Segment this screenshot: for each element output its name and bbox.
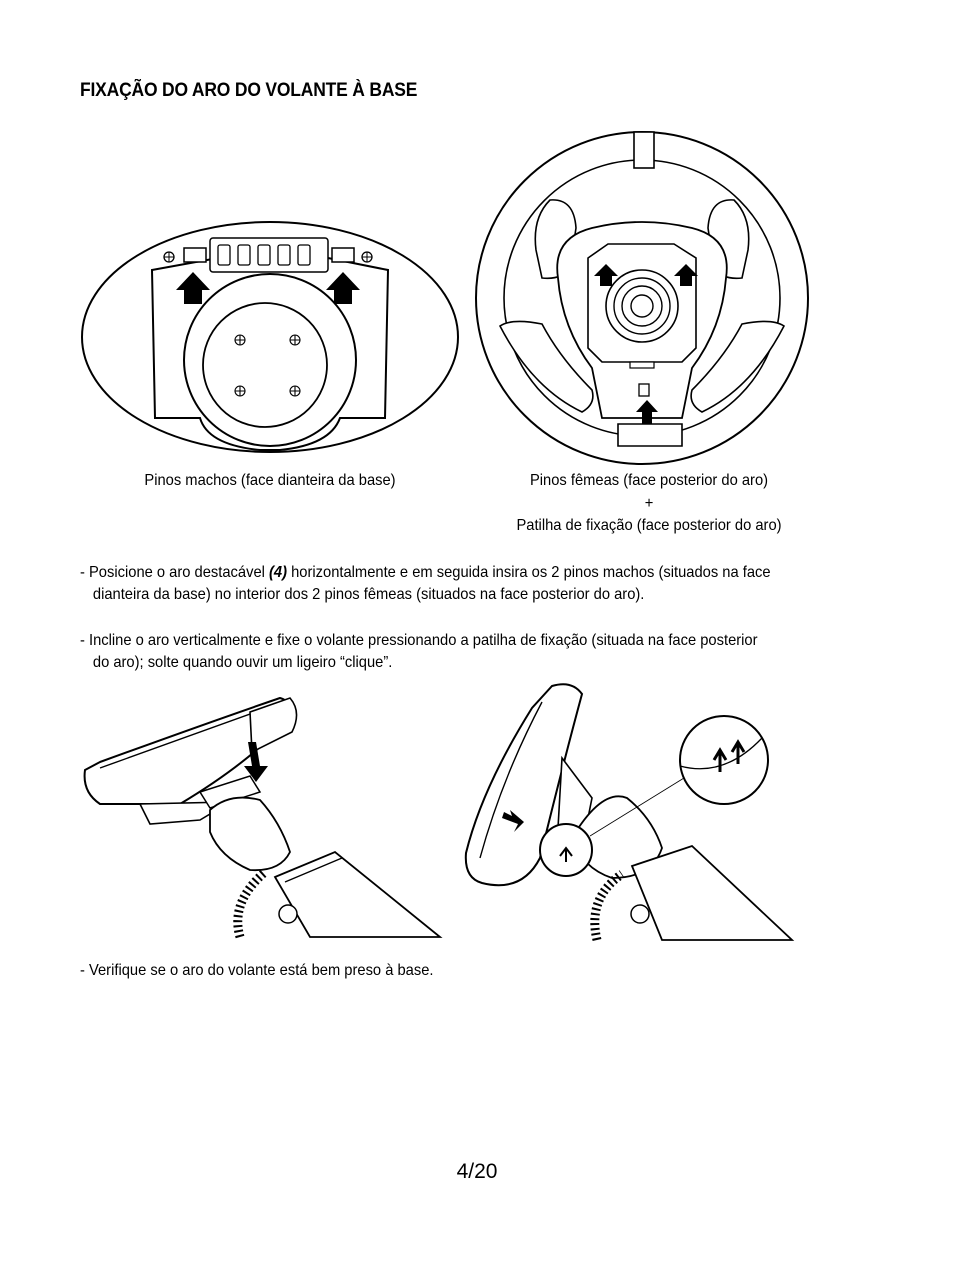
instruction-1-rest: horizontalmente e em seguida insira os 2 pinos machos (situados na face <box>287 564 771 581</box>
wheel-caption-plus: + <box>644 495 654 512</box>
instruction-2 <box>80 630 758 674</box>
instruction-2-line-2: do aro); solte quando ouvir um ligeiro “clique”. <box>92 654 393 671</box>
instruction-1 <box>80 562 771 606</box>
wheel-caption-line-1: Pinos fêmeas (face posterior do aro) <box>529 472 769 489</box>
instruction-1-prefix: - Posicione o aro destacável <box>80 564 270 581</box>
instruction-1-line-2: dianteira da base) no interior dos 2 pinos fêmeas (situados na face posterior do aro). <box>92 586 645 603</box>
instruction-3: - Verifique se o aro do volante está bem preso à base. <box>80 962 434 979</box>
wheel-caption-line-2: Patilha de fixação (face posterior do aro) <box>516 517 782 534</box>
part-reference: (4) <box>269 564 288 581</box>
section-title: FIXAÇÃO DO ARO DO VOLANTE À BASE <box>80 80 418 101</box>
instruction-2-line-1: - Incline o aro verticalmente e fixe o volante pressionando a patilha de fixação (situada na face posterior <box>80 632 758 649</box>
horizontal-insert-illustration <box>80 692 440 937</box>
wheel-female-pins-diagram <box>472 128 812 452</box>
base-caption: Pinos machos (face dianteira da base) <box>144 472 396 489</box>
vertical-lock-illustration <box>462 678 802 940</box>
page-number: 4/20 <box>456 1160 498 1183</box>
base-male-pins-diagram <box>80 220 460 460</box>
